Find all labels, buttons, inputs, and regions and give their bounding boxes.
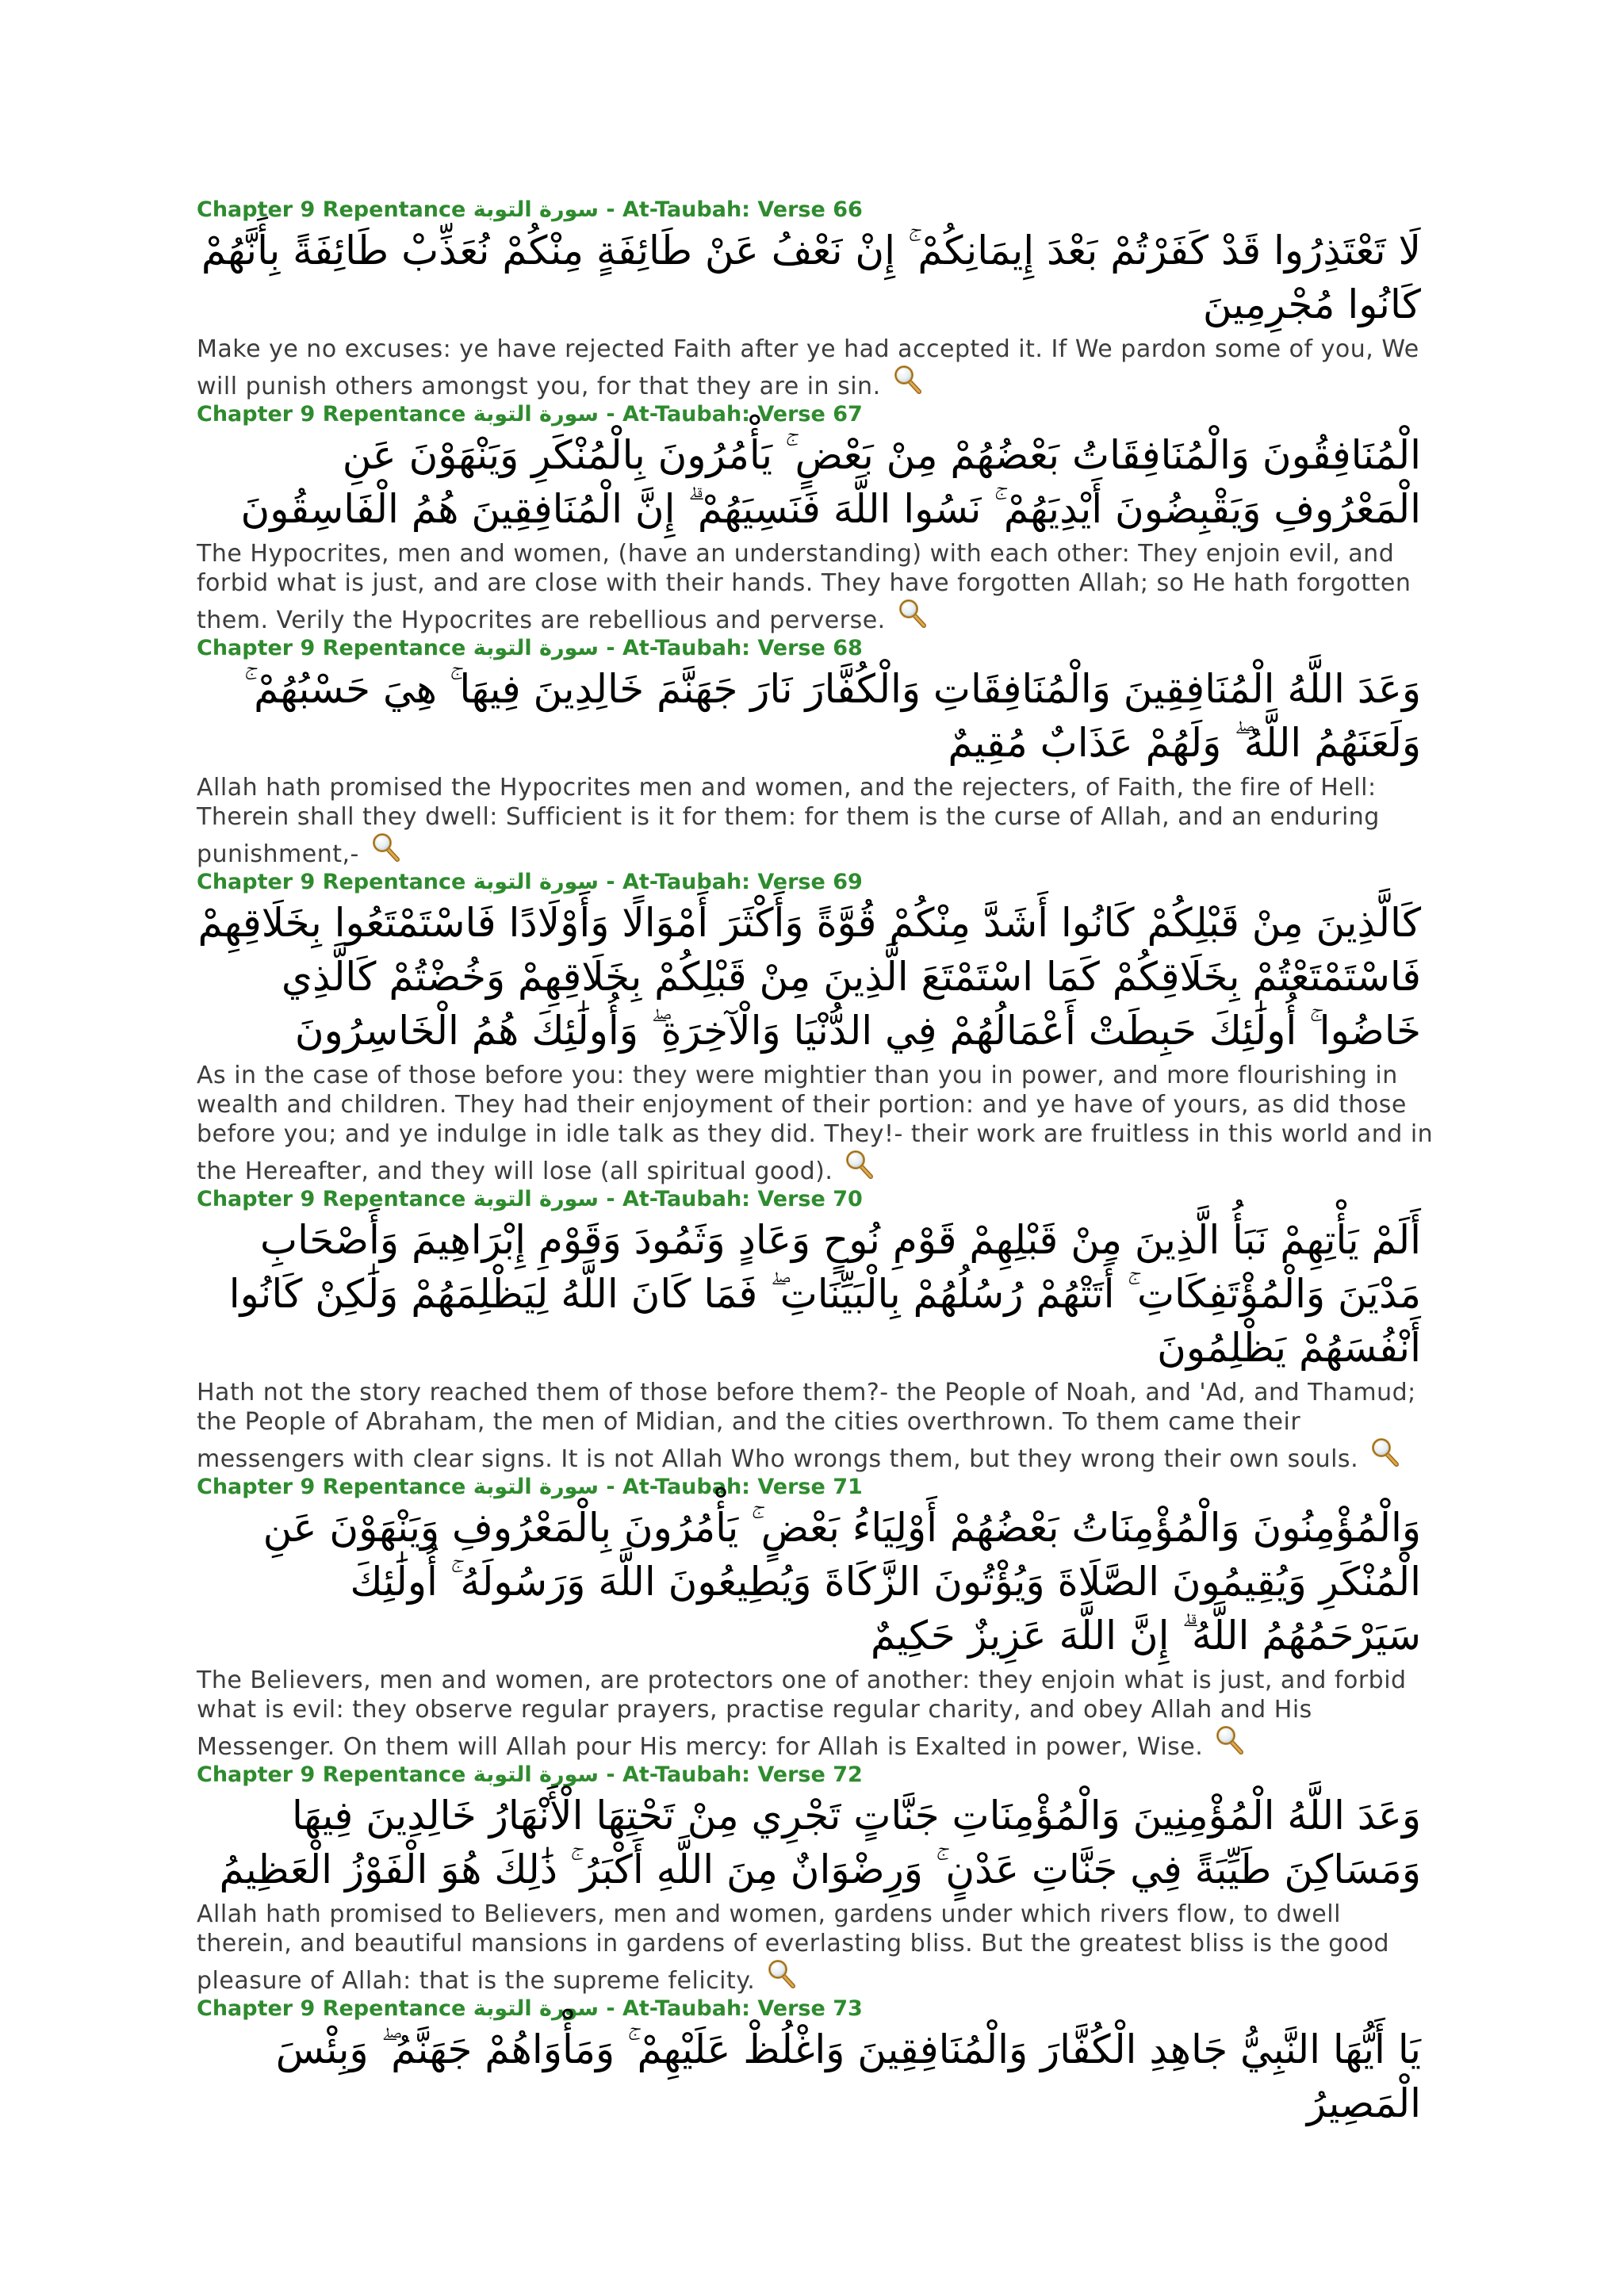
- surah-arabic-name: سورة التوبة: [473, 636, 599, 660]
- chapter-label: Chapter 9 Repentance: [197, 197, 466, 222]
- verse-header: [197, 1474, 1434, 1501]
- surah-arabic-name: سورة التوبة: [473, 197, 599, 222]
- surah-arabic-name: سورة التوبة: [473, 402, 599, 427]
- verse-translation: [197, 335, 1434, 401]
- verse-header: [197, 1996, 1434, 2022]
- translation-text: Allah hath promised the Hypocrites men and women, and the rejecters, of Faith, the fire of Hell: Therein shall they dwell: Sufficient is it for them: for them is the curse of Allah, and an enduring punishment,-: [197, 774, 1380, 868]
- verse-block: [197, 1996, 1434, 2130]
- verse-reference: - At-Taubah: Verse 67: [606, 402, 863, 427]
- verse-block: [197, 635, 1434, 869]
- verse-header: [197, 1186, 1434, 1213]
- magnifier-icon[interactable]: [897, 598, 929, 629]
- chapter-label: Chapter 9 Repentance: [197, 1475, 466, 1499]
- verse-block: [197, 1474, 1434, 1762]
- magnifier-icon[interactable]: [766, 1958, 798, 1990]
- translation-text: As in the case of those before you: they were mightier than you in power, and more flourishing in wealth and children. They had their enjoyment of their portion: and ye have of yours, as did those before you; and ye indulge in idle talk as they did. They!- their work are fruitless in this world and in the Hereafter, and they will lose (all spiritual good).: [197, 1062, 1434, 1185]
- arabic-verse-text: يَا أَيُّهَا النَّبِيُّ جَاهِدِ الْكُفَّارَ وَالْمُنَافِقِينَ وَاغْلُظْ عَلَيْهِمْ ۚ وَمَأْوَاهُمْ جَهَنَّمُ ۖ وَبِئْسَ الْمَصِيرُ: [275, 2026, 1421, 2126]
- surah-arabic-name: سورة التوبة: [473, 1996, 599, 2021]
- translation-text: Make ye no excuses: ye have rejected Faith after ye had accepted it. If We pardon some of you, We will punish others amongst you, for that they are in sin.: [197, 335, 1419, 400]
- verse-reference: - At-Taubah: Verse 73: [606, 1996, 863, 2021]
- arabic-verse-text: أَلَمْ يَأْتِهِمْ نَبَأُ الَّذِينَ مِنْ قَبْلِهِمْ قَوْمِ نُوحٍ وَعَادٍ وَثَمُودَ وَقَوْمِ إِبْرَاهِيمَ وَأَصْحَابِ مَدْيَنَ وَالْمُؤْتَفِكَاتِ ۚ أَتَتْهُمْ رُسُلُهُمْ بِالْبَيِّنَاتِ ۖ فَمَا كَانَ اللَّهُ لِيَظْلِمَهُمْ وَلَٰكِنْ كَانُوا أَنْفُسَهُمْ يَظْلِمُونَ: [228, 1217, 1421, 1371]
- arabic-verse-text: وَعَدَ اللَّهُ الْمُؤْمِنِينَ وَالْمُؤْمِنَاتِ جَنَّاتٍ تَجْرِي مِنْ تَحْتِهَا الْأَنْهَارُ خَالِدِينَ فِيهَا وَمَسَاكِنَ طَيِّبَةً فِي جَنَّاتِ عَدْنٍ ۚ وَرِضْوَانٌ مِنَ اللَّهِ أَكْبَرُ ۚ ذَٰلِكَ هُوَ الْفَوْزُ الْعَظِيمُ: [219, 1793, 1421, 1892]
- verse-translation: [197, 539, 1434, 635]
- verse-translation: [197, 773, 1434, 869]
- translation-text: Allah hath promised to Believers, men and women, gardens under which rivers flow, to dwell therein, and beautiful mansions in gardens of everlasting bliss. But the greatest bliss is the good pleasure of Allah: that is the supreme felicity.: [197, 1900, 1390, 1995]
- magnifier-icon[interactable]: [1214, 1724, 1246, 1756]
- translation-text: The Believers, men and women, are protectors one of another: they enjoin what is just, and forbid what is evil: they observe regular prayers, practise regular charity, and obey Allah and His Messenger. On them will Allah pour His mercy: for Allah is Exalted in power, Wise.: [197, 1667, 1407, 1761]
- magnifier-icon[interactable]: [1369, 1437, 1401, 1468]
- surah-arabic-name: سورة التوبة: [473, 870, 599, 894]
- verse-translation: [197, 1666, 1434, 1762]
- verse-reference: - At-Taubah: Verse 66: [606, 197, 863, 222]
- verse-block: [197, 1186, 1434, 1474]
- chapter-label: Chapter 9 Repentance: [197, 1762, 466, 1787]
- verse-translation: [197, 1378, 1434, 1474]
- verse-reference: - At-Taubah: Verse 68: [606, 636, 863, 660]
- chapter-label: Chapter 9 Repentance: [197, 870, 466, 894]
- verse-block: [197, 401, 1434, 635]
- verse-reference: - At-Taubah: Verse 69: [606, 870, 863, 894]
- translation-text: Hath not the story reached them of those before them?- the People of Noah, and 'Ad, and Thamud; the People of Abraham, the men of Midian, and the cities overthrown. To them came their messengers with clear signs. It is not Allah Who wrongs them, but they wrong their own souls.: [197, 1379, 1416, 1473]
- verse-block: [197, 869, 1434, 1186]
- verse-header: [197, 635, 1434, 662]
- verse-reference: - At-Taubah: Verse 71: [606, 1475, 863, 1499]
- surah-arabic-name: سورة التوبة: [473, 1475, 599, 1499]
- chapter-label: Chapter 9 Repentance: [197, 636, 466, 660]
- arabic-verse-text: الْمُنَافِقُونَ وَالْمُنَافِقَاتُ بَعْضُهُمْ مِنْ بَعْضٍ ۚ يَأْمُرُونَ بِالْمُنْكَرِ وَيَنْهَوْنَ عَنِ الْمَعْرُوفِ وَيَقْبِضُونَ أَيْدِيَهُمْ ۚ نَسُوا اللَّهَ فَنَسِيَهُمْ ۗ إِنَّ الْمُنَافِقِينَ هُمُ الْفَاسِقُونَ: [240, 432, 1421, 532]
- chapter-label: Chapter 9 Repentance: [197, 402, 466, 427]
- verse-header: [197, 197, 1434, 224]
- surah-arabic-name: سورة التوبة: [473, 1762, 599, 1787]
- verse-reference: - At-Taubah: Verse 70: [606, 1187, 863, 1211]
- verse-header: [197, 869, 1434, 896]
- verse-translation: [197, 1061, 1434, 1186]
- verse-reference: - At-Taubah: Verse 72: [606, 1762, 863, 1787]
- chapter-label: Chapter 9 Repentance: [197, 1187, 466, 1211]
- verse-list: [197, 197, 1434, 2133]
- verse-block: [197, 197, 1434, 401]
- magnifier-icon[interactable]: [370, 832, 402, 863]
- verse-block: [197, 1762, 1434, 1996]
- arabic-verse-text: لَا تَعْتَذِرُوا قَدْ كَفَرْتُمْ بَعْدَ إِيمَانِكُمْ ۚ إِنْ نَعْفُ عَنْ طَائِفَةٍ مِنْكُمْ نُعَذِّبْ طَائِفَةً بِأَنَّهُمْ كَانُوا مُجْرِمِينَ: [201, 228, 1421, 327]
- arabic-verse-text: وَعَدَ اللَّهُ الْمُنَافِقِينَ وَالْمُنَافِقَاتِ وَالْكُفَّارَ نَارَ جَهَنَّمَ خَالِدِينَ فِيهَا ۚ هِيَ حَسْبُهُمْ ۚ وَلَعَنَهُمُ اللَّهُ ۖ وَلَهُمْ عَذَابٌ مُقِيمٌ: [243, 666, 1421, 766]
- translation-text: The Hypocrites, men and women, (have an understanding) with each other: They enjoin evil, and forbid what is just, and are close with their hands. They have forgotten Allah; so He hath forgotten them. Verily the Hypocrites are rebellious and perverse.: [197, 540, 1411, 634]
- chapter-label: Chapter 9 Repentance: [197, 1996, 466, 2021]
- magnifier-icon[interactable]: [844, 1149, 875, 1181]
- arabic-verse-text: كَالَّذِينَ مِنْ قَبْلِكُمْ كَانُوا أَشَدَّ مِنْكُمْ قُوَّةً وَأَكْثَرَ أَمْوَالًا وَأَوْلَادًا فَاسْتَمْتَعُوا بِخَلَاقِهِمْ فَاسْتَمْتَعْتُمْ بِخَلَاقِكُمْ كَمَا اسْتَمْتَعَ الَّذِينَ مِنْ قَبْلِكُمْ بِخَلَاقِهِمْ وَخُضْتُمْ كَالَّذِي خَاضُوا ۚ أُولَٰئِكَ حَبِطَتْ أَعْمَالُهُمْ فِي الدُّنْيَا وَالْآخِرَةِ ۖ وَأُولَٰئِكَ هُمُ الْخَاسِرُونَ: [197, 900, 1421, 1054]
- magnifier-icon[interactable]: [892, 364, 924, 396]
- verse-header: [197, 1762, 1434, 1789]
- verse-header: [197, 401, 1434, 428]
- surah-arabic-name: سورة التوبة: [473, 1187, 599, 1211]
- verse-translation: [197, 1900, 1434, 1996]
- arabic-verse-text: وَالْمُؤْمِنُونَ وَالْمُؤْمِنَاتُ بَعْضُهُمْ أَوْلِيَاءُ بَعْضٍ ۚ يَأْمُرُونَ بِالْمَعْرُوفِ وَيَنْهَوْنَ عَنِ الْمُنْكَرِ وَيُقِيمُونَ الصَّلَاةَ وَيُؤْتُونَ الزَّكَاةَ وَيُطِيعُونَ اللَّهَ وَرَسُولَهُ ۚ أُولَٰئِكَ سَيَرْحَمُهُمُ اللَّهُ ۗ إِنَّ اللَّهَ عَزِيزٌ حَكِيمٌ: [262, 1505, 1421, 1659]
